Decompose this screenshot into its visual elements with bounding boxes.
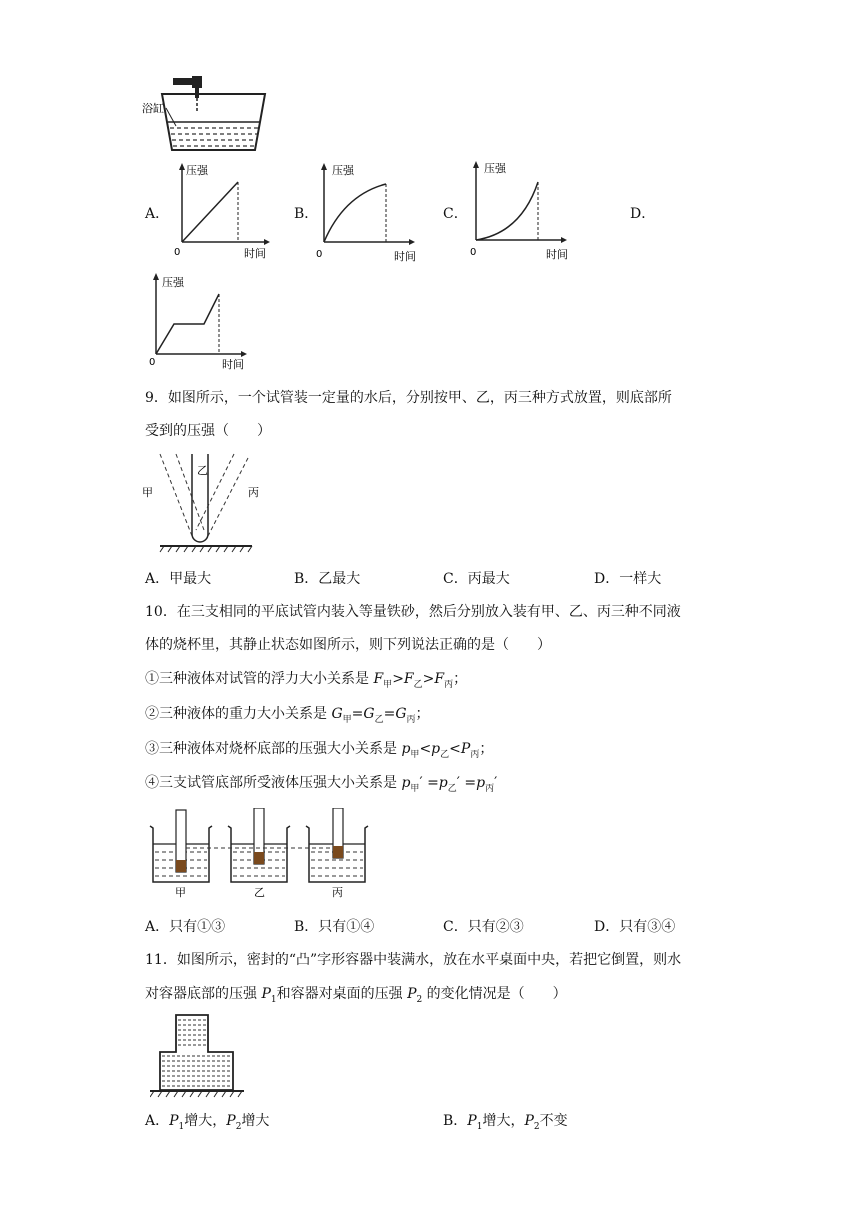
q10-option-a[interactable]: A．只有①③ — [145, 919, 226, 935]
q9-option-d[interactable]: D．一样大 — [594, 571, 662, 587]
q9-stem-line-2: 受到的压强（ ） — [145, 423, 271, 439]
q11-stem-line-1: 11．如图所示，密封的“凸”字形容器中装满水，放在水平桌面中央，若把它倒置，则水 — [145, 952, 682, 968]
q11-option-b[interactable]: B．$P_1$增大，$P_2$不变 — [443, 1113, 568, 1132]
svg-text:0: 0 — [174, 247, 181, 258]
svg-text:0: 0 — [149, 357, 156, 368]
q9-option-c[interactable]: C．丙最大 — [443, 571, 510, 587]
q10-statement-1: ①三种液体对试管的浮力大小关系是 $F_甲>F_乙>F_丙$； — [145, 671, 468, 690]
q10-statement-3: ③三种液体对烧杯底部的压强大小关系是 $p_甲<p_乙<P_丙$； — [145, 741, 494, 760]
q8-option-d[interactable]: D． — [630, 206, 656, 222]
bathtub-figure — [140, 70, 280, 155]
svg-text:0: 0 — [316, 249, 323, 260]
q10-option-d[interactable]: D．只有③④ — [594, 919, 676, 935]
svg-text:压强: 压强 — [484, 162, 506, 175]
svg-text:0: 0 — [470, 247, 477, 258]
q9-option-a[interactable]: A．甲最大 — [145, 571, 212, 587]
beakers-figure — [145, 808, 375, 900]
beaker-label-bing: 丙 — [332, 886, 343, 899]
svg-text:时间: 时间 — [546, 248, 568, 261]
q11-stem-line-2: 对容器底部的压强 $P_1$和容器对桌面的压强 $P_2$ 的变化情况是（ ） — [145, 986, 567, 1005]
svg-text:时间: 时间 — [394, 250, 416, 263]
svg-text:压强: 压强 — [186, 164, 208, 177]
q8-option-c[interactable]: C． — [443, 206, 468, 222]
tube-label-bing: 丙 — [248, 486, 259, 499]
bathtub-label: 浴缸 — [142, 102, 164, 115]
graph-b — [314, 160, 424, 265]
q11-option-a[interactable]: A．$P_1$增大，$P_2$增大 — [145, 1113, 270, 1132]
q8-option-a[interactable]: A． — [145, 206, 170, 222]
q10-stem-line-2: 体的烧杯里，其静止状态如图所示，则下列说法正确的是（ ） — [145, 637, 551, 653]
test-tube-figure — [140, 450, 270, 555]
convex-container-figure — [150, 1012, 245, 1100]
svg-text:时间: 时间 — [222, 358, 244, 370]
q10-stem-line-1: 10．在三支相同的平底试管内装入等量铁砂，然后分别放入装有甲、乙、丙三种不同液 — [145, 604, 681, 620]
q10-option-c[interactable]: C．只有②③ — [443, 919, 524, 935]
q10-option-b[interactable]: B．只有①④ — [294, 919, 375, 935]
svg-text:压强: 压强 — [162, 276, 184, 289]
tube-label-yi: 乙 — [197, 464, 208, 477]
q9-stem-line-1: 9．如图所示，一个试管装一定量的水后，分别按甲、乙，丙三种方式放置，则底部所 — [145, 390, 672, 406]
beaker-label-jia: 甲 — [175, 886, 186, 899]
q10-statement-4: ④三支试管底部所受液体压强大小关系是 $p_甲' =p_乙' =p_丙'$ — [145, 775, 498, 794]
tube-label-jia: 甲 — [142, 486, 153, 499]
graph-d — [146, 270, 256, 370]
q9-option-b[interactable]: B．乙最大 — [294, 571, 361, 587]
graph-c — [466, 158, 576, 263]
beaker-label-yi: 乙 — [254, 886, 265, 899]
graph-a — [172, 160, 272, 260]
svg-text:压强: 压强 — [332, 164, 354, 177]
svg-text:时间: 时间 — [244, 247, 266, 260]
q10-statement-2: ②三种液体的重力大小关系是 $G_甲=G_乙=G_丙$； — [145, 706, 430, 725]
q8-option-b[interactable]: B． — [294, 206, 319, 222]
